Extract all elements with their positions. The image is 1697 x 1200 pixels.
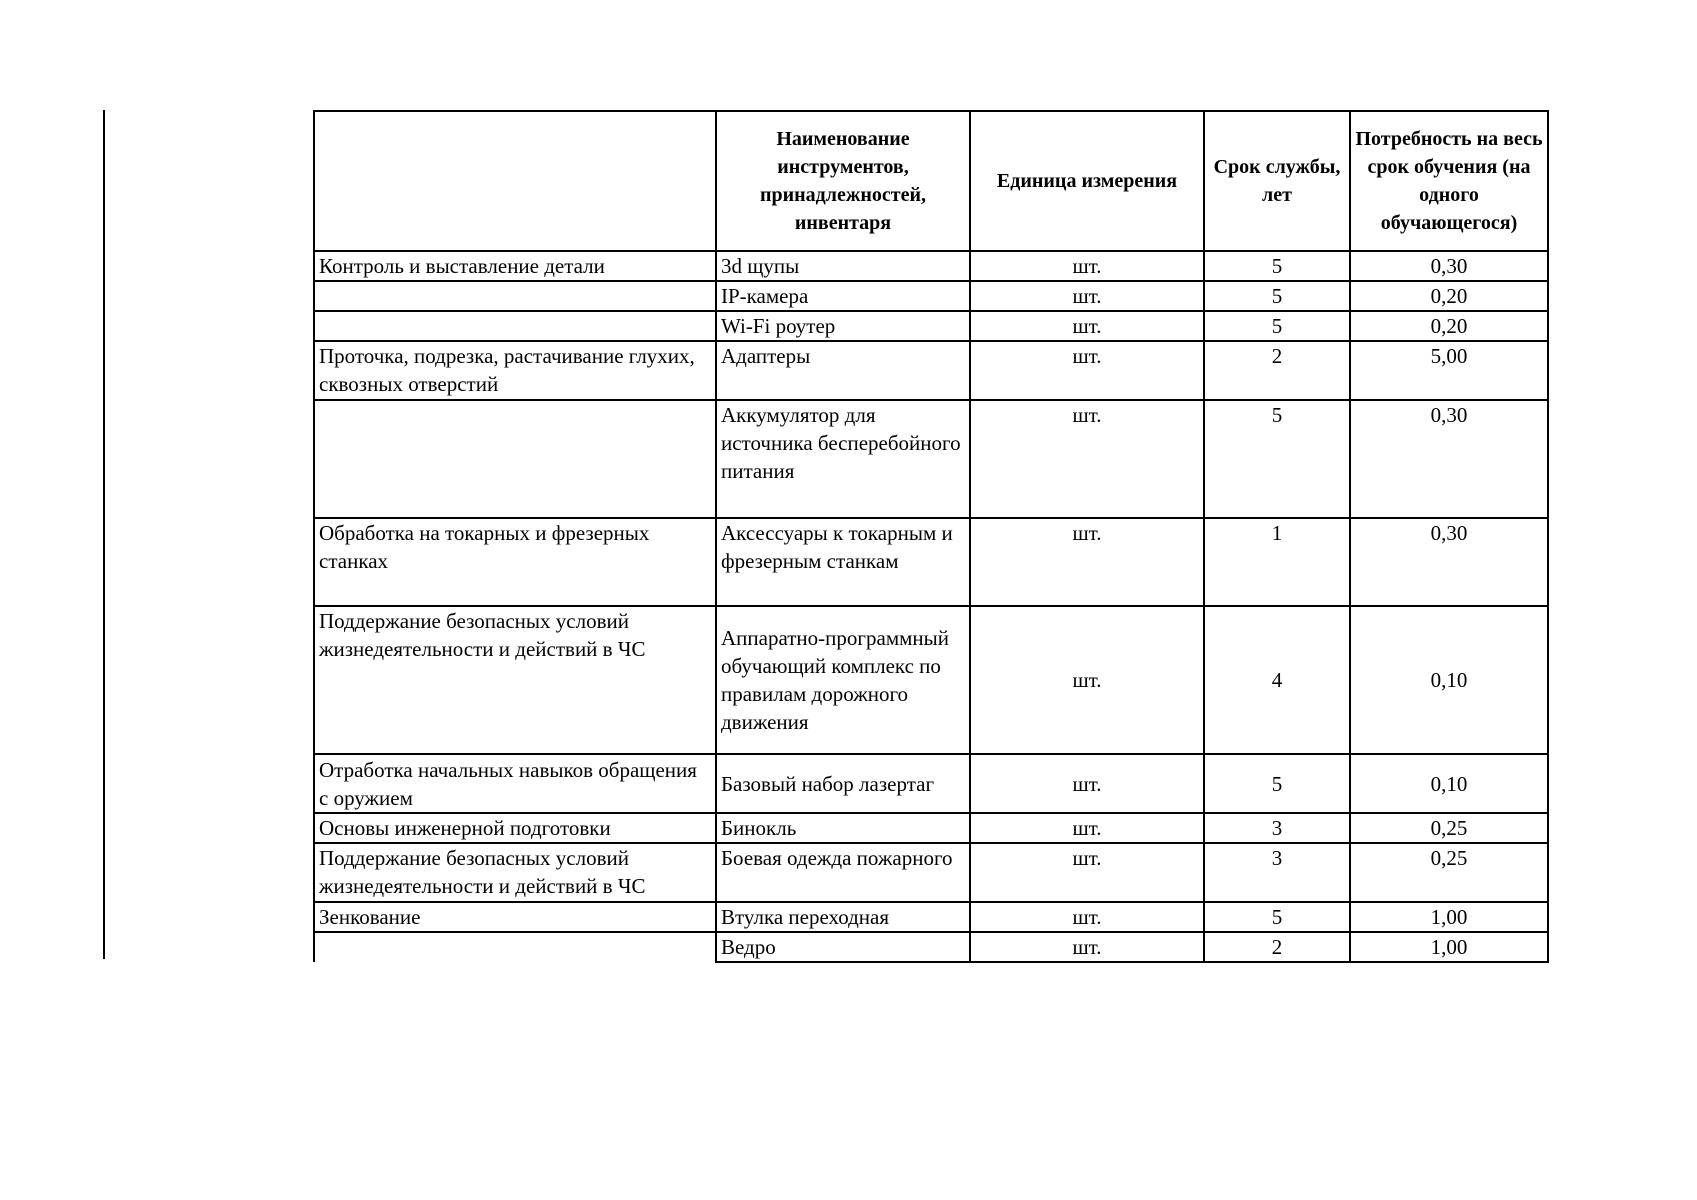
cell-unit: шт. xyxy=(970,932,1204,962)
table-row xyxy=(314,932,1548,962)
cell-life: 5 xyxy=(1204,281,1350,311)
cell-name: Бинокль xyxy=(716,813,970,843)
cell-need: 1,00 xyxy=(1350,902,1548,932)
inventory-table xyxy=(313,110,1549,963)
table-row xyxy=(314,251,1548,281)
header-activity xyxy=(314,111,716,251)
cell-activity: Обработка на токарных и фрезерных станках xyxy=(314,518,716,606)
header-unit: Единица измерения xyxy=(970,111,1204,251)
cell-activity xyxy=(314,932,716,962)
table-row xyxy=(314,754,1548,813)
cell-unit: шт. xyxy=(970,902,1204,932)
table-row xyxy=(314,400,1548,518)
cell-need: 0,25 xyxy=(1350,813,1548,843)
header-row xyxy=(314,111,1548,251)
cell-unit: шт. xyxy=(970,518,1204,606)
inventory-table-container xyxy=(313,110,1547,963)
cell-life: 5 xyxy=(1204,902,1350,932)
table-row xyxy=(314,843,1548,902)
left-margin-rule xyxy=(103,110,105,959)
table-row xyxy=(314,606,1548,754)
cell-activity: Поддержание безопасных условий жизнедеятельности и действий в ЧС xyxy=(314,843,716,902)
cell-need: 0,30 xyxy=(1350,518,1548,606)
cell-name: Wi-Fi роутер xyxy=(716,311,970,341)
cell-name: 3d щупы xyxy=(716,251,970,281)
cell-life: 2 xyxy=(1204,932,1350,962)
cell-unit: шт. xyxy=(970,281,1204,311)
cell-life: 1 xyxy=(1204,518,1350,606)
cell-activity: Контроль и выставление детали xyxy=(314,251,716,281)
cell-name: Ведро xyxy=(716,932,970,962)
cell-life: 3 xyxy=(1204,813,1350,843)
cell-need: 1,00 xyxy=(1350,932,1548,962)
cell-unit: шт. xyxy=(970,341,1204,400)
table-row xyxy=(314,281,1548,311)
cell-name: IP-камера xyxy=(716,281,970,311)
cell-need: 0,25 xyxy=(1350,843,1548,902)
cell-life: 5 xyxy=(1204,251,1350,281)
header-name: Наименование инструментов, принадлежностей, инвентаря xyxy=(716,111,970,251)
cell-unit: шт. xyxy=(970,813,1204,843)
table-row xyxy=(314,902,1548,932)
table-row xyxy=(314,813,1548,843)
cell-need: 0,10 xyxy=(1350,606,1548,754)
cell-need: 0,20 xyxy=(1350,311,1548,341)
cell-life: 5 xyxy=(1204,311,1350,341)
cell-unit: шт. xyxy=(970,754,1204,813)
cell-name: Аппаратно-программный обучающий комплекс по правилам дорожного движения xyxy=(716,606,970,754)
cell-life: 4 xyxy=(1204,606,1350,754)
cell-unit: шт. xyxy=(970,311,1204,341)
cell-unit: шт. xyxy=(970,843,1204,902)
cell-activity: Основы инженерной подготовки xyxy=(314,813,716,843)
table-row xyxy=(314,341,1548,400)
cell-need: 0,30 xyxy=(1350,251,1548,281)
cell-activity: Зенкование xyxy=(314,902,716,932)
cell-life: 2 xyxy=(1204,341,1350,400)
cell-name: Втулка переходная xyxy=(716,902,970,932)
cell-name: Аккумулятор для источника бесперебойного питания xyxy=(716,400,970,518)
cell-name: Аксессуары к токарным и фрезерным станкам xyxy=(716,518,970,606)
cell-life: 5 xyxy=(1204,754,1350,813)
cell-need: 0,20 xyxy=(1350,281,1548,311)
cell-unit: шт. xyxy=(970,400,1204,518)
cell-activity xyxy=(314,311,716,341)
table-row xyxy=(314,311,1548,341)
cell-unit: шт. xyxy=(970,606,1204,754)
cell-life: 5 xyxy=(1204,400,1350,518)
table-row xyxy=(314,518,1548,606)
cell-activity xyxy=(314,281,716,311)
cell-need: 0,30 xyxy=(1350,400,1548,518)
cell-activity: Проточка, подрезка, растачивание глухих, сквозных отверстий xyxy=(314,341,716,400)
cell-name: Боевая одежда пожарного xyxy=(716,843,970,902)
cell-life: 3 xyxy=(1204,843,1350,902)
cell-unit: шт. xyxy=(970,251,1204,281)
cell-activity xyxy=(314,400,716,518)
header-life: Срок службы, лет xyxy=(1204,111,1350,251)
cell-need: 5,00 xyxy=(1350,341,1548,400)
header-need: Потребность на весь срок обучения (на одного обучающегося) xyxy=(1350,111,1548,251)
cell-activity: Поддержание безопасных условий жизнедеятельности и действий в ЧС xyxy=(314,606,716,754)
cell-name: Адаптеры xyxy=(716,341,970,400)
cell-name: Базовый набор лазертаг xyxy=(716,754,970,813)
cell-need: 0,10 xyxy=(1350,754,1548,813)
cell-activity: Отработка начальных навыков обращения с оружием xyxy=(314,754,716,813)
